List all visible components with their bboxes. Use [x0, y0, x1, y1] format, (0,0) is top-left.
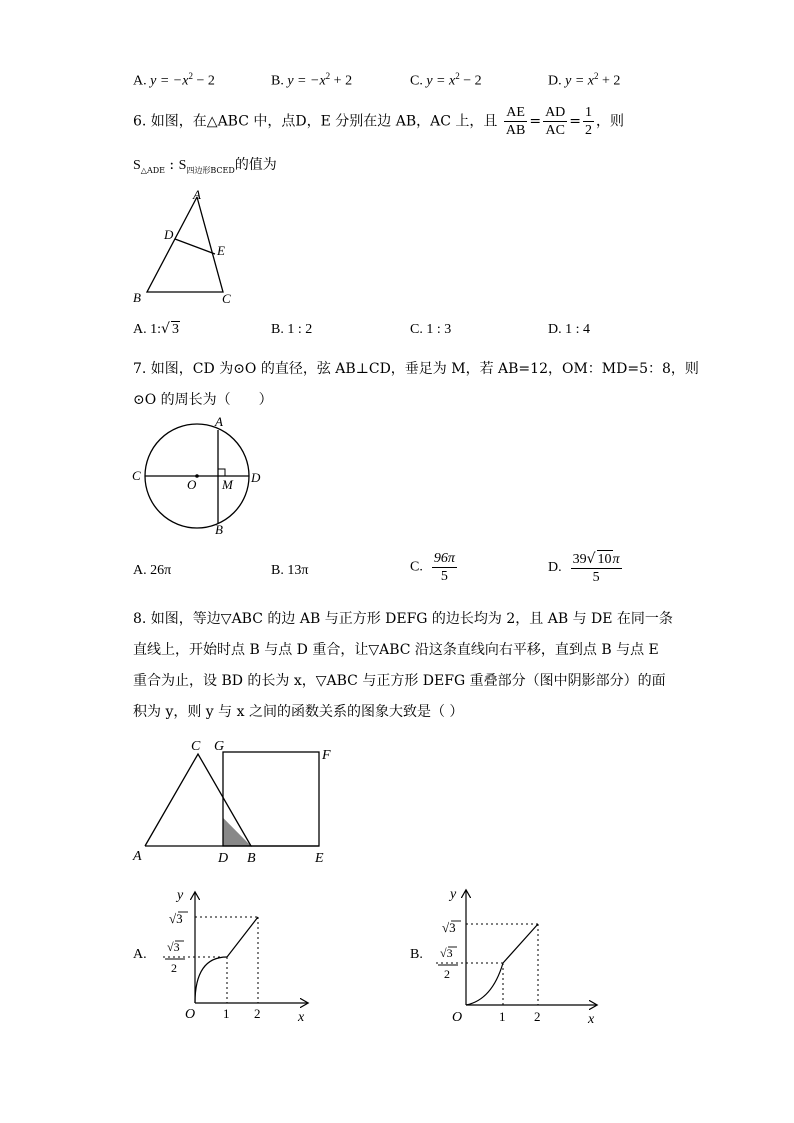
q6-option-b[interactable]: B. 1 : 2	[271, 322, 313, 337]
q8-label-b: B	[247, 851, 256, 866]
q6-fraction-ad-ac: $\frac{AD}{AC}$	[545, 105, 566, 138]
q8-stem-line3: 重合为止，设 BD 的长为 x，▽ABC 与正方形 DEFG 重叠部分（图中阴影部分）的面	[133, 673, 666, 689]
q7-label-b: B	[215, 522, 223, 537]
q8-graph-b-x-label: x	[588, 1012, 595, 1025]
q7-label-o: O	[187, 477, 197, 492]
q8-option-b-label[interactable]: B.	[410, 947, 423, 962]
q8-graph-a-y-label: y	[177, 888, 184, 903]
q6-triangle-abc	[147, 197, 223, 292]
q8-graph-a-tick-1: 1	[223, 1006, 230, 1021]
q5-option-c[interactable]: C. $y = x^2 - 2$	[410, 71, 482, 89]
q8-label-c: C	[191, 739, 201, 754]
q6-stem-line2: $S_{\triangle ADE}$ : $S_{四边形BCED}$的值为	[133, 157, 277, 175]
q8-graph-b-y-label: y	[450, 887, 457, 902]
q6-label-a: A	[193, 187, 201, 202]
q7-right-angle-mark	[218, 469, 225, 476]
q8-option-a-label[interactable]: A.	[133, 947, 147, 962]
q7-stem-line1: 7. 如图，CD 为⊙O 的直径，弦 AB⊥CD，垂足为 M，若 AB=12，OM：MD=5：8，则	[133, 361, 699, 377]
q8-label-g: G	[214, 739, 225, 754]
q8-triangle-square-figure	[125, 732, 340, 867]
q6-option-a[interactable]: A. 1:√ 3	[133, 321, 179, 337]
q8-graph-a-half-den: 2	[171, 961, 177, 975]
q7-option-c[interactable]: C. $\frac{96\pi}{5}$	[410, 551, 455, 584]
q7-circle-figure	[125, 412, 270, 537]
q8-graph-a-sqrt3-top: √3	[169, 911, 183, 926]
q8-label-f: F	[322, 748, 331, 763]
q7-option-b[interactable]: B. 13π	[271, 563, 309, 578]
q8-graph-b-origin: O	[452, 1010, 463, 1025]
q8-graph-b-sqrt3-top: √3	[442, 920, 456, 935]
q6-label-c: C	[222, 291, 231, 306]
q7-option-d[interactable]: D. $\frac{39√ 10\pi}{5}$	[548, 551, 620, 585]
q6-option-d[interactable]: D. 1 : 4	[548, 322, 591, 337]
q8-graph-b-tick-1: 1	[499, 1009, 506, 1024]
q7-label-c: C	[132, 468, 141, 483]
q6-fraction-half: $\frac{1}{2}$	[585, 105, 593, 138]
q6-label-e: E	[217, 243, 225, 258]
q6-label-b: B	[133, 290, 141, 305]
q8-stem-line4: 积为 y，则 y 与 x 之间的函数关系的图象大致是（ ）	[133, 704, 464, 720]
q7-label-m: M	[222, 477, 233, 492]
q8-label-a: A	[133, 849, 142, 864]
q7-option-a[interactable]: A. 26π	[133, 563, 172, 578]
q8-stem-line1: 8. 如图，等边▽ABC 的边 AB 与正方形 DEFG 的边长均为 2，且 AB 与 DE 在同一条	[133, 611, 673, 627]
q5-option-a[interactable]: A. $y = -x^2 - 2$	[133, 71, 215, 89]
q8-label-d: D	[218, 851, 229, 866]
q8-graph-a-origin: O	[185, 1007, 196, 1022]
q8-graph-b[interactable]	[430, 885, 605, 1025]
q6-option-c[interactable]: C. 1 : 3	[410, 322, 452, 337]
q6-label-d: D	[164, 227, 174, 242]
q8-graph-b-tick-2: 2	[534, 1009, 541, 1024]
q8-graph-a-half-num: √3	[167, 940, 180, 954]
q6-stem-line1: 6. 如图，在△ABC 中，点D，E 分别在边 AB，AC 上，且 $\frac{AE}{AB}$ = $\frac{AD}{AC}$ = $\frac{1}{2}$ ，则	[133, 105, 625, 138]
q8-stem-line2: 直线上，开始时点 B 与点 D 重合，让▽ABC 沿这条直线向右平移，直到点 B 与点 E	[133, 642, 659, 658]
q8-graph-b-half-den: 2	[444, 967, 450, 981]
q8-graph-a-tick-2: 2	[254, 1006, 261, 1021]
q8-graph-b-half-num: √3	[440, 946, 453, 960]
q7-stem-line2: ⊙O 的周长为（ ）	[133, 392, 273, 408]
q7-label-d: D	[251, 470, 261, 485]
q8-graph-a-segment	[227, 917, 258, 957]
q8-label-e: E	[315, 851, 324, 866]
q8-graph-a-x-label: x	[298, 1010, 305, 1025]
q8-graph-b-curve	[466, 963, 503, 1005]
q6-fraction-ae-ab: $\frac{AE}{AB}$	[505, 105, 526, 138]
q7-label-a: A	[215, 414, 223, 429]
q5-option-d[interactable]: D. $y = x^2 + 2$	[548, 71, 621, 89]
q8-graph-b-segment	[503, 924, 538, 963]
q8-graph-a-curve	[195, 957, 227, 1003]
q6-triangle-figure	[125, 185, 245, 310]
q8-graph-a[interactable]	[155, 885, 315, 1025]
q5-option-b[interactable]: B. $y = -x^2 + 2$	[271, 71, 353, 89]
q8-square-defg	[223, 752, 319, 846]
